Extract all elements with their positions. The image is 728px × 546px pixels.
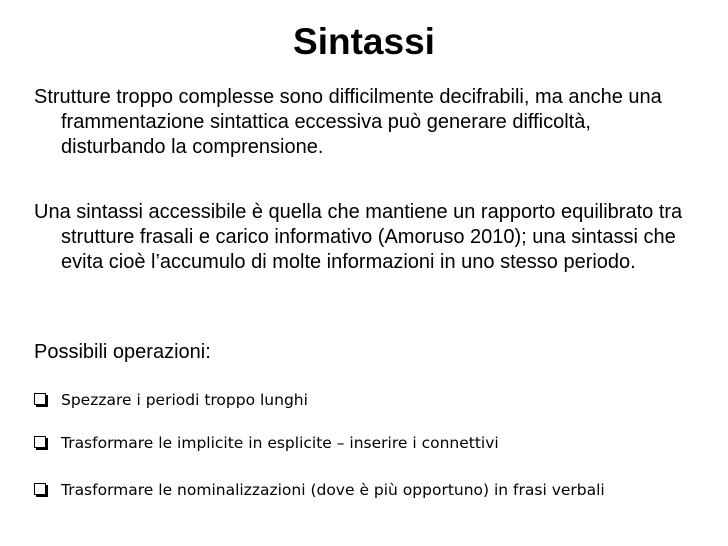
paragraph-possible-operations: Possibili operazioni:	[34, 341, 211, 363]
bullet-text: Trasformare le nominalizzazioni (dove è più opportuno) in frasi verbali	[61, 481, 605, 499]
checkbox-square-icon	[34, 436, 46, 448]
bullet-text: Trasformare le implicite in esplicite – inserire i connettivi	[61, 434, 499, 452]
checkbox-square-icon	[34, 393, 46, 405]
bullet-text: Spezzare i periodi troppo lunghi	[61, 391, 308, 409]
checkbox-square-icon	[34, 483, 46, 495]
slide-title: Sintassi	[293, 21, 435, 62]
paragraph-accessible-syntax: Una sintassi accessibile è quella che mantiene un rapporto equilibrato tra strutture frasali e carico informativo (Amoruso 2010); una sintassi che evita cioè l’accumulo di molte informazioni in uno stesso periodo.	[34, 201, 683, 273]
paragraph-complexity: Strutture troppo complesse sono difficilmente decifrabili, ma anche una frammentazione sintattica eccessiva può generare difficoltà, disturbando la comprensione.	[34, 86, 662, 158]
